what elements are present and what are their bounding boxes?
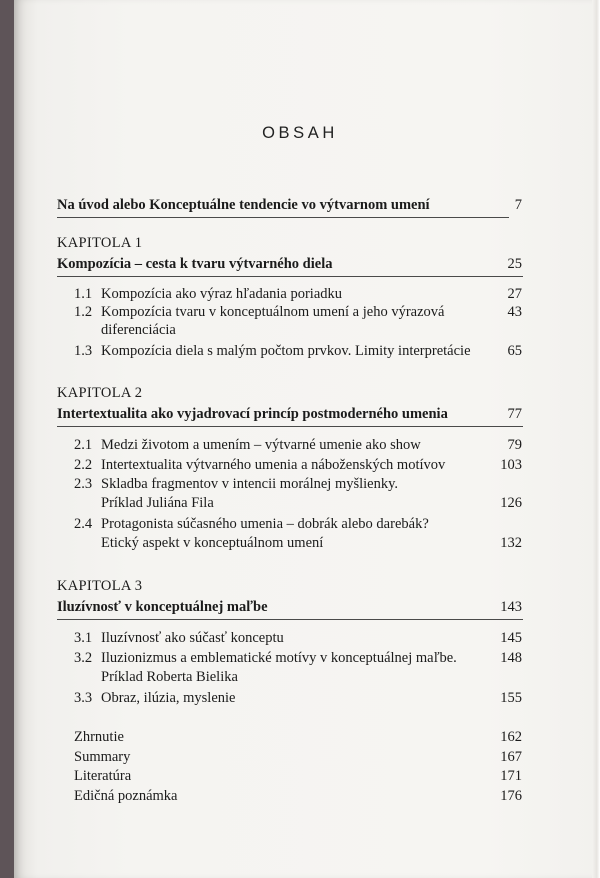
toc-intro-title: Na úvod alebo Konceptuálne tendencie vo výtvarnom umení [57,197,430,213]
section-title-cont: Príklad Roberta Bielika [101,669,238,685]
toc-back-page: 162 [500,729,522,745]
section-title-cont: Etický aspekt v konceptuálnom umení [101,535,324,551]
section-title: Skladba fragmentov v intencii morálnej myšlienky. [101,476,399,492]
divider [57,276,523,277]
section-page: 27 [507,286,522,302]
chapter-2-title: Intertextualita ako vyjadrovací princíp postmoderného umenia [57,406,448,422]
toc-back-item: Summary [74,749,131,765]
section-number: 1.1 [74,286,93,302]
section-page: 79 [507,437,522,453]
section-title: Obraz, ilúzia, myslenie [101,690,236,706]
section-title-cont: Príklad Juliána Fila [101,495,214,511]
section-page: 148 [500,650,522,666]
section-number: 1.3 [74,343,93,359]
toc-back-page: 171 [500,768,522,784]
toc-back-item: Zhrnutie [74,729,124,745]
section-title: Iluzionizmus a emblematické motívy v konceptuálnej maľbe. [101,650,457,666]
section-title: Kompozícia tvaru v konceptuálnom umení a jeho výrazová [101,304,445,320]
chapter-1-page: 25 [507,256,522,272]
section-number: 2.1 [74,437,93,453]
section-title: Medzi životom a umením – výtvarné umenie ako show [101,437,421,453]
chapter-3-page: 143 [500,599,522,615]
section-page: 43 [507,304,522,320]
section-title: Intertextualita výtvarného umenia a náboženských motívov [101,457,446,473]
section-page: 145 [500,630,522,646]
toc-back-page: 176 [500,788,522,804]
toc-back-item: Edičná poznámka [74,788,178,804]
section-title: Kompozícia diela s malým počtom prvkov. Limity interpretácie [101,343,471,359]
section-page: 65 [507,343,522,359]
chapter-3-label: KAPITOLA 3 [57,578,143,594]
section-number: 2.2 [74,457,93,473]
section-title: Iluzívnosť ako súčasť konceptu [101,630,284,646]
section-number: 1.2 [74,304,93,320]
toc-intro-page: 7 [514,197,522,213]
chapter-2-page: 77 [507,406,522,422]
chapter-1-title: Kompozícia – cesta k tvaru výtvarného diela [57,256,333,272]
chapter-2-label: KAPITOLA 2 [57,385,143,401]
toc-back-page: 167 [500,749,522,765]
section-number: 3.1 [74,630,93,646]
section-page: 103 [500,457,522,473]
section-number: 2.3 [74,476,93,492]
section-title: Kompozícia ako výraz hľadania poriadku [101,286,343,302]
section-title-cont: diferenciácia [101,322,176,338]
section-number: 3.2 [74,650,93,666]
section-number: 2.4 [74,516,93,532]
toc-title: OBSAH [262,124,338,142]
section-number: 3.3 [74,690,93,706]
chapter-1-label: KAPITOLA 1 [57,235,143,251]
section-page: 132 [500,535,522,551]
section-page: 155 [500,690,522,706]
divider [57,619,523,620]
divider [57,426,523,427]
section-page: 126 [500,495,522,511]
chapter-3-title: Iluzívnosť v konceptuálnej maľbe [57,599,268,615]
divider [57,217,509,218]
section-title: Protagonista súčasného umenia – dobrák alebo darebák? [101,516,429,532]
toc-back-item: Literatúra [74,768,132,784]
